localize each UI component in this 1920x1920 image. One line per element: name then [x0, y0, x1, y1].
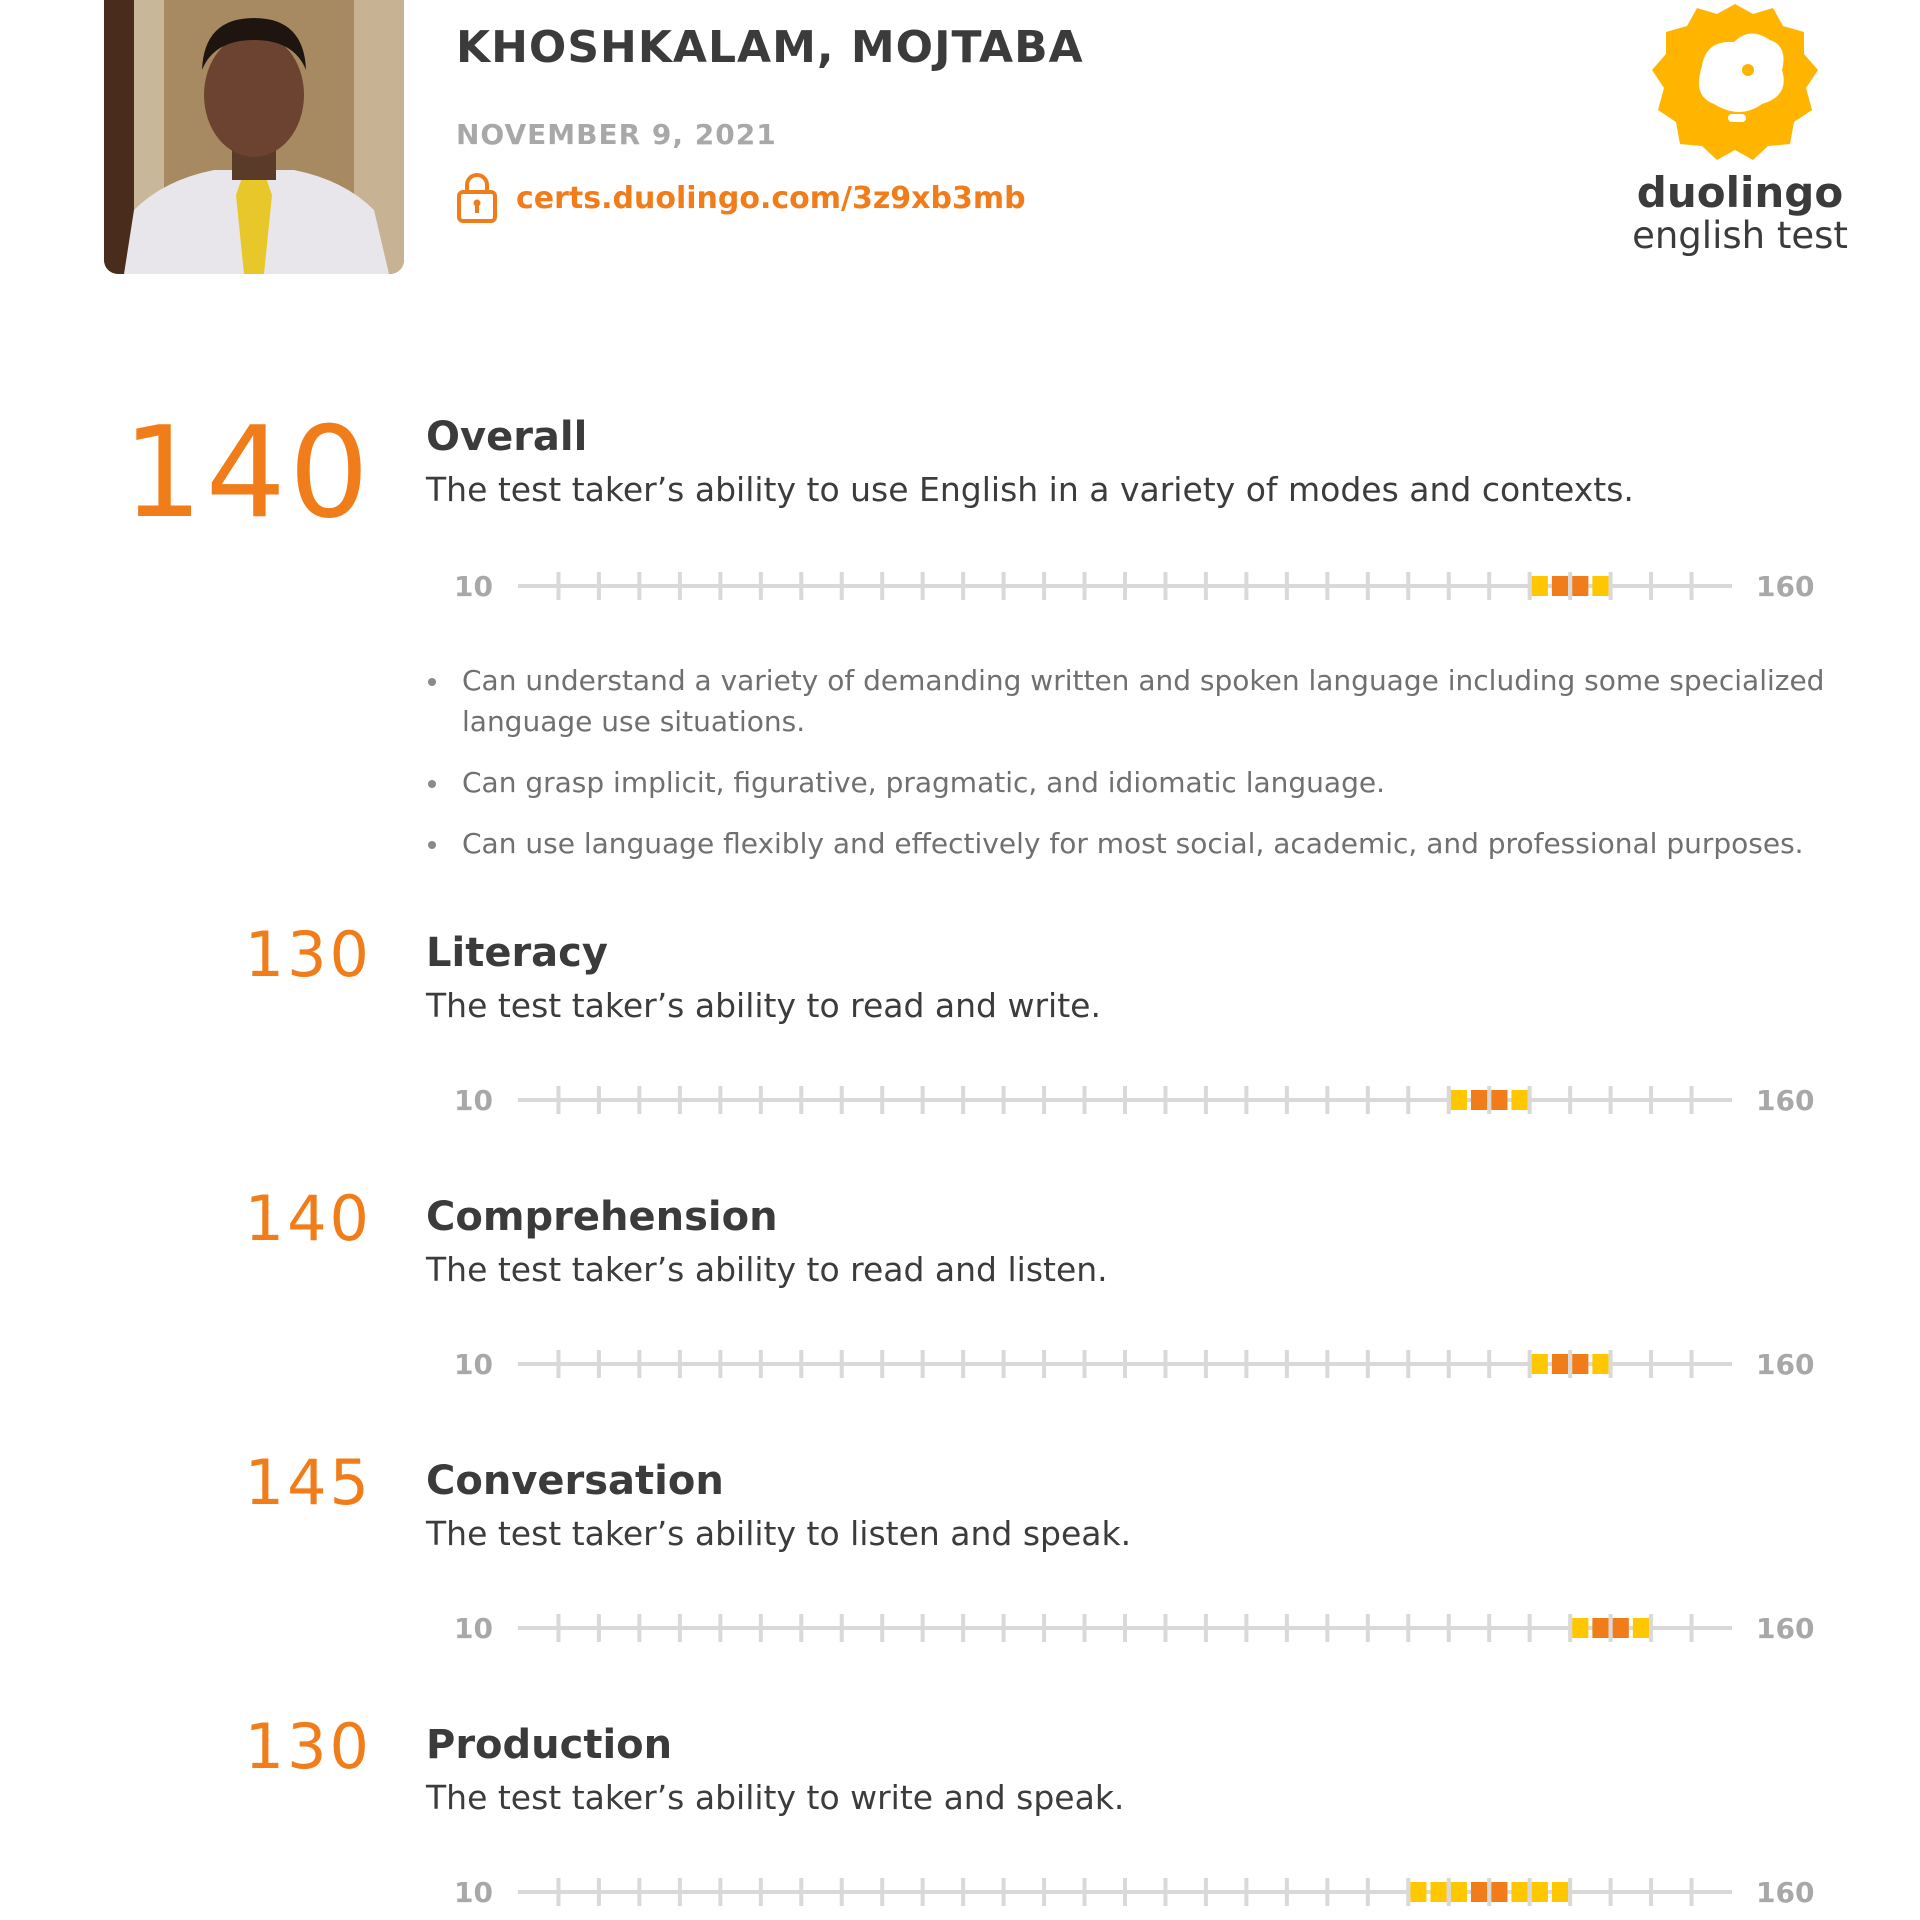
scale-max-label: 160	[1756, 1612, 1815, 1645]
literacy-title: Literacy	[426, 930, 608, 976]
certificate-url[interactable]: certs.duolingo.com/3z9xb3mb	[516, 180, 1026, 216]
test-taker-photo	[104, 0, 404, 274]
score-band-segment	[1491, 1090, 1507, 1110]
score-band-segment	[1552, 1354, 1568, 1374]
conversation-description: The test taker’s ability to listen and speak.	[426, 1514, 1132, 1553]
overall-description: The test taker’s ability to use English in a variety of modes and contexts.	[426, 470, 1634, 509]
conversation-section	[0, 1446, 1920, 1652]
literacy-scale	[454, 1080, 1816, 1120]
descriptor-item: Can grasp implicit, figurative, pragmatic, and idiomatic language.	[426, 762, 1826, 803]
score-band-segment	[1532, 1354, 1548, 1374]
score-band-segment	[1491, 1882, 1507, 1902]
comprehension-description: The test taker’s ability to read and listen.	[426, 1250, 1108, 1289]
duolingo-seal-icon	[1650, 0, 1820, 160]
score-band-segment	[1552, 576, 1568, 596]
scale-max-label: 160	[1756, 1348, 1815, 1381]
score-band-segment	[1431, 1882, 1447, 1902]
score-band-segment	[1572, 576, 1588, 596]
descriptor-item: Can understand a variety of demanding written and spoken language including some specialized language use situations.	[426, 660, 1826, 742]
comprehension-section	[0, 1182, 1920, 1388]
score-band-segment	[1451, 1090, 1467, 1110]
overall-score: 140	[122, 399, 372, 546]
literacy-description: The test taker’s ability to read and write.	[426, 986, 1101, 1025]
scale-max-label: 160	[1756, 1876, 1815, 1909]
score-band-segment	[1633, 1618, 1649, 1638]
production-score: 130	[244, 1710, 372, 1783]
scale-max-label: 160	[1756, 1084, 1815, 1117]
score-band-segment	[1471, 1090, 1487, 1110]
comprehension-scale-track	[510, 1344, 1740, 1384]
score-band-segment	[1451, 1882, 1467, 1902]
score-band-segment	[1552, 1882, 1568, 1902]
conversation-scale	[454, 1608, 1816, 1648]
production-title: Production	[426, 1722, 673, 1768]
logo-brand-text: duolingo	[1636, 168, 1844, 217]
production-scale	[454, 1872, 1816, 1912]
scale-max-label: 160	[1756, 570, 1815, 603]
overall-descriptor-list	[426, 660, 1826, 884]
score-band-segment	[1592, 1618, 1608, 1638]
lock-icon	[456, 172, 498, 224]
scale-min-label: 10	[454, 570, 493, 603]
production-description: The test taker’s ability to write and speak.	[426, 1778, 1125, 1817]
score-band-segment	[1511, 1090, 1527, 1110]
score-band-segment	[1410, 1882, 1426, 1902]
literacy-section	[0, 918, 1920, 1124]
comprehension-title: Comprehension	[426, 1194, 778, 1240]
conversation-scale-track	[510, 1608, 1740, 1648]
comprehension-scale	[454, 1344, 1816, 1384]
score-band-segment	[1511, 1882, 1527, 1902]
score-band-segment	[1613, 1618, 1629, 1638]
score-band-segment	[1572, 1618, 1588, 1638]
literacy-scale-track	[510, 1080, 1740, 1120]
conversation-title: Conversation	[426, 1458, 724, 1504]
production-section	[0, 1710, 1920, 1916]
comprehension-score: 140	[244, 1182, 372, 1255]
literacy-score: 130	[244, 918, 372, 991]
scale-min-label: 10	[454, 1876, 493, 1909]
descriptor-item: Can use language flexibly and effectively for most social, academic, and professional purposes.	[426, 823, 1826, 864]
logo-sub-text: english test	[1632, 214, 1848, 257]
overall-title: Overall	[426, 414, 588, 460]
production-scale-track	[510, 1872, 1740, 1912]
scale-min-label: 10	[454, 1084, 493, 1117]
test-taker-name: KHOSHKALAM, MOJTABA	[456, 22, 1084, 73]
overall-scale	[454, 566, 1816, 606]
conversation-score: 145	[244, 1446, 372, 1519]
score-band-segment	[1592, 576, 1608, 596]
score-band-segment	[1532, 576, 1548, 596]
score-band-segment	[1532, 1882, 1548, 1902]
test-date: NOVEMBER 9, 2021	[456, 118, 777, 151]
score-band-segment	[1592, 1354, 1608, 1374]
overall-scale-track	[510, 566, 1740, 606]
duolingo-english-test-logo	[1600, 0, 1880, 270]
scale-min-label: 10	[454, 1348, 493, 1381]
score-band-segment	[1572, 1354, 1588, 1374]
certificate-link[interactable]	[456, 172, 1026, 224]
score-band-segment	[1471, 1882, 1487, 1902]
scale-min-label: 10	[454, 1612, 493, 1645]
